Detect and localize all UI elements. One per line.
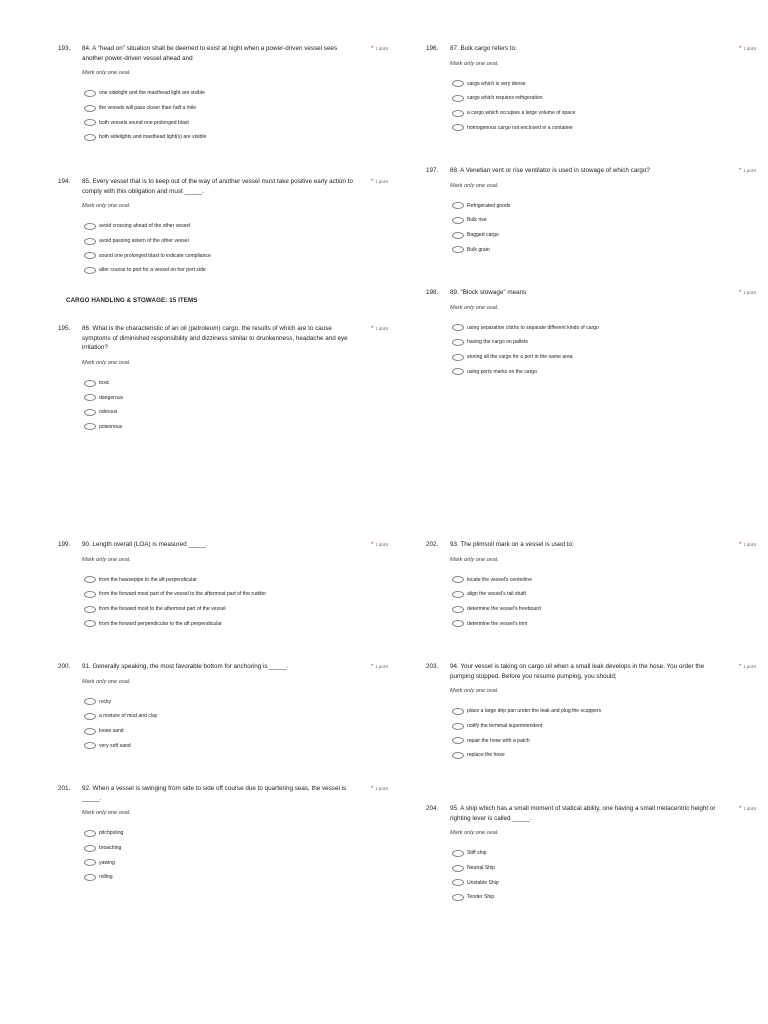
- radio-oval-icon[interactable]: [452, 576, 464, 583]
- points-text: 1 point: [375, 664, 388, 669]
- option-label: using ports marks on the cargo: [467, 368, 537, 375]
- question-header: [58, 540, 388, 550]
- radio-oval-icon[interactable]: [84, 423, 96, 430]
- question-block: [426, 540, 756, 631]
- points-label: [732, 288, 756, 298]
- option-label: having the cargo on pallets: [467, 339, 528, 346]
- instruction-text: Mark only one oval.: [82, 810, 131, 817]
- question-text-content: 89. "Block stowage" means: [450, 289, 527, 296]
- radio-oval-icon[interactable]: [84, 728, 96, 735]
- radio-oval-icon[interactable]: [84, 576, 96, 583]
- question-number: 200.: [58, 663, 71, 670]
- option-label: using separation cloths to separate different kinds of cargo: [467, 324, 599, 331]
- radio-option[interactable]: [452, 321, 756, 336]
- radio-oval-icon[interactable]: [84, 409, 96, 416]
- option-label: broaching: [99, 845, 122, 852]
- points-text: 1 point: [743, 542, 756, 547]
- instruction-text: Mark only one oval.: [450, 556, 499, 563]
- question-text-content: 86. What is the characteristic of an oil (petroleum) cargo, the results of which are to cause symptoms of diminished responsibility and dizziness similar to drunkenness, headache and eye irritation?: [82, 325, 348, 352]
- points-label: [364, 662, 388, 672]
- instruction-text: Mark only one oval.: [82, 70, 131, 77]
- required-asterisk: *: [370, 325, 374, 332]
- options-list: [452, 77, 756, 135]
- points-text: 1 point: [743, 664, 756, 669]
- radio-option[interactable]: [452, 890, 756, 905]
- radio-oval-icon[interactable]: [452, 354, 464, 361]
- radio-option[interactable]: [452, 199, 756, 214]
- radio-option[interactable]: [452, 875, 756, 890]
- options-list: [452, 573, 756, 631]
- instruction-text: Mark only one oval.: [82, 203, 131, 210]
- question-block: [58, 44, 388, 145]
- question-number: 196.: [426, 45, 439, 52]
- radio-option[interactable]: [452, 213, 756, 228]
- option-label: from the hawsepipe to the aft perpendicular: [99, 576, 197, 583]
- question-header: [426, 540, 756, 550]
- radio-oval-icon[interactable]: [84, 267, 96, 274]
- options-list: [84, 219, 388, 277]
- radio-option[interactable]: [452, 242, 756, 257]
- points-text: 1 point: [743, 46, 756, 51]
- question-text-content: 90. Length overall (LOA) is measured _____.: [82, 541, 208, 548]
- option-label: storing all the cargo for a port in the same area: [467, 354, 573, 361]
- points-label: [732, 540, 756, 550]
- question-block: [426, 44, 756, 135]
- points-label: [364, 540, 388, 550]
- question-header: [58, 44, 388, 63]
- points-label: [732, 804, 756, 814]
- radio-option[interactable]: [452, 364, 756, 379]
- options-list: [84, 826, 388, 884]
- radio-option[interactable]: [452, 573, 756, 588]
- radio-option[interactable]: [452, 719, 756, 734]
- radio-oval-icon[interactable]: [84, 620, 96, 627]
- question-number: 202.: [426, 541, 439, 548]
- question-header: [426, 662, 756, 681]
- points-label: [364, 44, 388, 54]
- radio-option[interactable]: [452, 91, 756, 106]
- options-list: [84, 573, 388, 631]
- option-label: Bulk grain: [467, 246, 490, 253]
- option-label: a cargo which occupies a large volume of space: [467, 110, 576, 117]
- radio-oval-icon[interactable]: [84, 742, 96, 749]
- radio-option[interactable]: [84, 219, 388, 234]
- radio-option[interactable]: [84, 130, 388, 145]
- question-text: [82, 662, 364, 672]
- option-label: sound one prolonged blast to indicate compliance: [99, 252, 211, 259]
- option-label: loose sand: [99, 728, 124, 735]
- radio-oval-icon[interactable]: [452, 865, 464, 872]
- radio-option[interactable]: [452, 106, 756, 121]
- question-block: [58, 324, 388, 434]
- option-label: avoid crossing ahead of the other vessel: [99, 223, 191, 230]
- radio-option[interactable]: [84, 101, 388, 116]
- radio-oval-icon[interactable]: [452, 606, 464, 613]
- question-block: [58, 177, 388, 278]
- question-text: [450, 166, 732, 176]
- radio-option[interactable]: [452, 704, 756, 719]
- option-label: from the forward most to the aftermost part of the vessel: [99, 606, 226, 613]
- question-header: [426, 804, 756, 823]
- required-asterisk: *: [738, 167, 742, 174]
- question-text: [450, 288, 732, 298]
- question-block: [58, 784, 388, 885]
- radio-oval-icon[interactable]: [452, 620, 464, 627]
- radio-oval-icon[interactable]: [452, 80, 464, 87]
- option-label: the vessels will pass closer than half a mile: [99, 105, 197, 112]
- radio-oval-icon[interactable]: [84, 859, 96, 866]
- instruction-text: Mark only one oval.: [82, 556, 131, 563]
- option-label: notify the terminal superintendent: [467, 723, 543, 730]
- options-list: [84, 86, 388, 144]
- question-block: [426, 662, 756, 763]
- radio-option[interactable]: [84, 616, 388, 631]
- option-label: Stiff ship: [467, 850, 487, 857]
- question-text-content: 93. The plimsoll mark on a vessel is used to;: [450, 541, 574, 548]
- radio-oval-icon[interactable]: [452, 246, 464, 253]
- radio-oval-icon[interactable]: [452, 894, 464, 901]
- instruction-text: Mark only one oval.: [450, 182, 499, 189]
- required-asterisk: *: [738, 289, 742, 296]
- points-label: [364, 324, 388, 334]
- radio-option[interactable]: [84, 376, 388, 391]
- option-label: a mixture of mud and clay: [99, 713, 158, 720]
- radio-option[interactable]: [84, 602, 388, 617]
- radio-oval-icon[interactable]: [452, 723, 464, 730]
- points-label: [732, 662, 756, 672]
- option-label: Neutral Ship: [467, 865, 496, 872]
- radio-option[interactable]: [452, 846, 756, 861]
- options-list: [84, 695, 388, 753]
- points-text: 1 point: [375, 786, 388, 791]
- option-label: cargo which requires refrigeration: [467, 95, 543, 102]
- option-label: one sidelight and the masthead light are visible: [99, 90, 205, 97]
- question-number: 197.: [426, 167, 439, 174]
- radio-option[interactable]: [452, 616, 756, 631]
- question-number: 199.: [58, 541, 71, 548]
- question-number: 195.: [58, 325, 71, 332]
- points-label: [732, 44, 756, 54]
- radio-option[interactable]: [84, 390, 388, 405]
- question-text-content: 91. Generally speaking, the most favorable bottom for anchoring is _____.: [82, 663, 289, 670]
- radio-option[interactable]: [452, 861, 756, 876]
- points-text: 1 point: [375, 542, 388, 547]
- question-number: 194.: [58, 178, 71, 185]
- options-list: [452, 704, 756, 762]
- option-label: cargo which is very dense: [467, 80, 526, 87]
- option-label: both vessels sound one prolonged blast: [99, 119, 189, 126]
- option-label: from the forward most part of the vessel to the aftermost part of the rudder: [99, 591, 267, 598]
- question-header: [426, 44, 756, 54]
- radio-oval-icon[interactable]: [452, 217, 464, 224]
- radio-option[interactable]: [84, 234, 388, 249]
- radio-oval-icon[interactable]: [452, 324, 464, 331]
- option-label: replace the hose: [467, 752, 505, 759]
- section-header-cargo: CARGO HANDLING & STOWAGE: 15 ITEMS: [66, 297, 198, 304]
- radio-oval-icon[interactable]: [84, 606, 96, 613]
- required-asterisk: *: [738, 805, 742, 812]
- option-label: determine the vessel's freeboard: [467, 606, 541, 613]
- radio-oval-icon[interactable]: [84, 223, 96, 230]
- required-asterisk: *: [370, 785, 374, 792]
- radio-oval-icon[interactable]: [452, 202, 464, 209]
- radio-oval-icon[interactable]: [452, 368, 464, 375]
- radio-oval-icon[interactable]: [84, 238, 96, 245]
- radio-oval-icon[interactable]: [84, 394, 96, 401]
- question-text-content: 94. Your vessel is taking on cargo oil when a small leak develops in the hose. You order the pumping stopped. Before you resume pumping, you should;: [450, 663, 705, 680]
- radio-option[interactable]: [84, 248, 388, 263]
- radio-option[interactable]: [84, 695, 388, 710]
- points-text: 1 point: [743, 290, 756, 295]
- option-label: Unstable Ship: [467, 879, 499, 886]
- option-label: Bulk rise: [467, 217, 487, 224]
- required-asterisk: *: [738, 663, 742, 670]
- instruction-text: Mark only one oval.: [450, 304, 499, 311]
- option-label: both sidelights and masthead light(s) are visible: [99, 134, 207, 141]
- options-list: [452, 846, 756, 904]
- question-text-content: 87. Bulk cargo refers to:: [450, 45, 517, 52]
- question-header: [58, 784, 388, 803]
- option-label: Refrigerated goods: [467, 202, 511, 209]
- option-label: from the forward perpendicular to the aft perpendicular: [99, 620, 222, 627]
- question-number: 201.: [58, 785, 71, 792]
- option-label: dangerous: [99, 394, 124, 401]
- radio-option[interactable]: [84, 573, 388, 588]
- instruction-text: Mark only one oval.: [450, 830, 499, 837]
- radio-option[interactable]: [84, 870, 388, 885]
- option-label: alter course to port for a vessel on her port side: [99, 267, 206, 274]
- radio-option[interactable]: [84, 709, 388, 724]
- radio-oval-icon[interactable]: [452, 232, 464, 239]
- radio-option[interactable]: [84, 826, 388, 841]
- radio-option[interactable]: [452, 602, 756, 617]
- option-label: Tender Ship: [467, 894, 495, 901]
- question-header: [58, 662, 388, 672]
- required-asterisk: *: [370, 541, 374, 548]
- radio-oval-icon[interactable]: [84, 830, 96, 837]
- radio-option[interactable]: [84, 587, 388, 602]
- instruction-text: Mark only one oval.: [450, 688, 499, 695]
- points-label: [364, 177, 388, 187]
- option-label: very soft sand: [99, 742, 131, 749]
- option-label: locate the vessel's centerline: [467, 576, 532, 583]
- radio-oval-icon[interactable]: [452, 708, 464, 715]
- required-asterisk: *: [738, 45, 742, 52]
- question-text: [82, 540, 364, 550]
- radio-option[interactable]: [452, 733, 756, 748]
- question-text-content: 92. When a vessel is swinging from side to side off course due to quartering seas, the vessel is _____.: [82, 785, 347, 802]
- points-text: 1 point: [375, 46, 388, 51]
- radio-oval-icon[interactable]: [84, 713, 96, 720]
- radio-option[interactable]: [84, 724, 388, 739]
- option-label: determine the vessel's trim: [467, 620, 528, 627]
- option-label: yawing: [99, 859, 115, 866]
- radio-oval-icon[interactable]: [452, 124, 464, 131]
- radio-oval-icon[interactable]: [84, 698, 96, 705]
- points-text: 1 point: [743, 168, 756, 173]
- required-asterisk: *: [370, 663, 374, 670]
- option-label: poisonous: [99, 423, 123, 430]
- option-label: toxic: [99, 380, 110, 387]
- required-asterisk: *: [370, 45, 374, 52]
- option-label: repair the hose with a patch: [467, 737, 530, 744]
- instruction-text: Mark only one oval.: [450, 60, 499, 67]
- radio-oval-icon[interactable]: [84, 252, 96, 259]
- question-block: [58, 540, 388, 631]
- radio-oval-icon[interactable]: [452, 110, 464, 117]
- radio-option[interactable]: [452, 120, 756, 135]
- option-label: place a large drip pan under the leak and plug the scuppers: [467, 708, 602, 715]
- radio-oval-icon[interactable]: [84, 845, 96, 852]
- radio-option[interactable]: [84, 738, 388, 753]
- question-text-content: 88. A Venetian vent or rise ventilator is used in stowage of which cargo?: [450, 167, 650, 174]
- question-text-content: 84. A "head on" situation shall be deemed to exist at night when a power-driven vessel sees another power-driven vessel ahead and: [82, 45, 338, 62]
- radio-oval-icon[interactable]: [452, 339, 464, 346]
- option-label: rolling: [99, 874, 113, 881]
- radio-oval-icon[interactable]: [84, 874, 96, 881]
- instruction-text: Mark only one oval.: [82, 678, 131, 685]
- question-text-content: 85. Every vessel that is to keep out of the way of another vessel must take positive early action to comply with this obligation and must _____.: [82, 178, 353, 195]
- question-block: [426, 288, 756, 379]
- option-label: align the vessel's tail shaft: [467, 591, 527, 598]
- option-label: homogenous cargo not enclosed in a container: [467, 124, 573, 131]
- points-text: 1 point: [375, 326, 388, 331]
- radio-oval-icon[interactable]: [84, 380, 96, 387]
- question-text: [82, 784, 364, 803]
- radio-oval-icon[interactable]: [84, 119, 96, 126]
- question-block: [426, 804, 756, 905]
- radio-option[interactable]: [452, 350, 756, 365]
- question-header: [426, 288, 756, 298]
- radio-option[interactable]: [84, 855, 388, 870]
- points-label: [364, 784, 388, 794]
- option-label: Bagged cargo: [467, 232, 499, 239]
- points-text: 1 point: [375, 179, 388, 184]
- question-text: [82, 324, 364, 353]
- radio-option[interactable]: [84, 841, 388, 856]
- points-text: 1 point: [743, 806, 756, 811]
- question-text-content: 95. A ship which has a small moment of statical ability, one having a small metacentric height or righting lever is called _____.: [450, 805, 716, 822]
- radio-oval-icon[interactable]: [452, 850, 464, 857]
- options-list: [84, 376, 388, 434]
- question-text: [450, 44, 732, 54]
- radio-option[interactable]: [84, 115, 388, 130]
- radio-oval-icon[interactable]: [452, 879, 464, 886]
- radio-oval-icon[interactable]: [452, 737, 464, 744]
- radio-oval-icon[interactable]: [84, 105, 96, 112]
- radio-option[interactable]: [452, 748, 756, 763]
- required-asterisk: *: [370, 178, 374, 185]
- question-text: [82, 177, 364, 196]
- question-header: [426, 166, 756, 176]
- question-block: [58, 662, 388, 753]
- question-number: 198.: [426, 289, 439, 296]
- question-number: 193.: [58, 45, 71, 52]
- radio-option[interactable]: [452, 335, 756, 350]
- radio-oval-icon[interactable]: [84, 134, 96, 141]
- radio-option[interactable]: [452, 77, 756, 92]
- radio-oval-icon[interactable]: [84, 591, 96, 598]
- question-text: [82, 44, 364, 63]
- question-text: [450, 540, 732, 550]
- question-number: 203.: [426, 663, 439, 670]
- radio-oval-icon[interactable]: [452, 752, 464, 759]
- question-text: [450, 662, 732, 681]
- question-number: 204.: [426, 805, 439, 812]
- question-text: [450, 804, 732, 823]
- question-block: [426, 166, 756, 257]
- radio-option[interactable]: [84, 263, 388, 278]
- option-label: rocky: [99, 698, 112, 705]
- question-header: [58, 324, 388, 353]
- radio-oval-icon[interactable]: [452, 591, 464, 598]
- points-label: [732, 166, 756, 176]
- radio-oval-icon[interactable]: [84, 90, 96, 97]
- instruction-text: Mark only one oval.: [82, 359, 131, 366]
- options-list: [452, 199, 756, 257]
- option-label: pitchpoling: [99, 830, 124, 837]
- radio-option[interactable]: [84, 86, 388, 101]
- radio-option[interactable]: [452, 228, 756, 243]
- question-header: [58, 177, 388, 196]
- radio-oval-icon[interactable]: [452, 95, 464, 102]
- options-list: [452, 321, 756, 379]
- option-label: avoid passing astern of the other vessel: [99, 238, 189, 245]
- radio-option[interactable]: [84, 420, 388, 435]
- option-label: odorous: [99, 409, 118, 416]
- required-asterisk: *: [738, 541, 742, 548]
- radio-option[interactable]: [452, 587, 756, 602]
- radio-option[interactable]: [84, 405, 388, 420]
